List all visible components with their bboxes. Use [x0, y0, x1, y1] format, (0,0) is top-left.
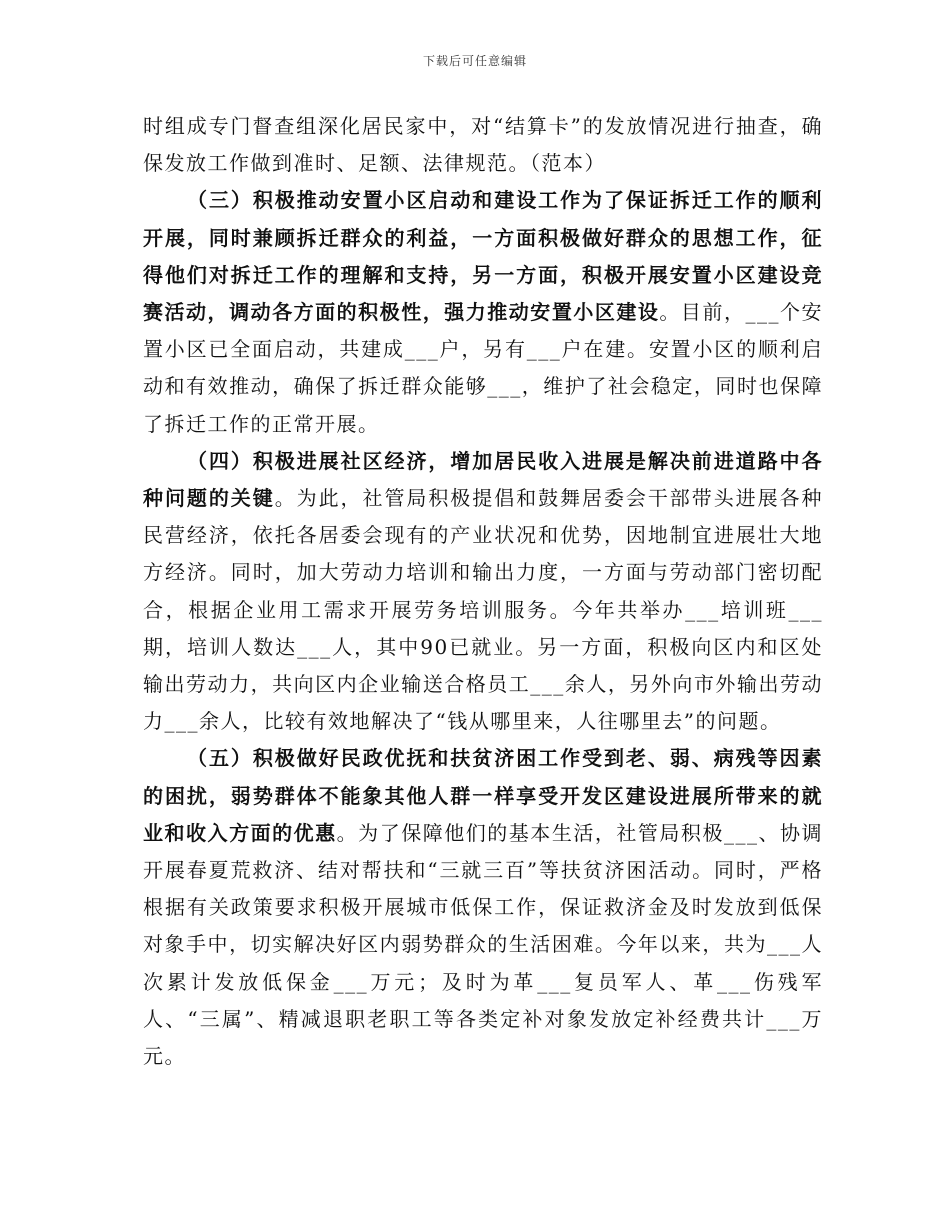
section-3-heading: （三）积极推动安置小区启动和建设工作为了保证拆迁工作的顺利开展，同时兼顾拆迁群众的利益，一方面积极做好群众的思想工作，征得他们对拆迁工作的理解和支持，另一方面，积极开展安置小区建设竞赛活动，调动各方面的积极性，强力推动安置小区建设 — [143, 188, 823, 325]
paragraph-continuation — [143, 108, 823, 182]
section-5-text: 。为了保障他们的基本生活，社管局积极___、协调开展春夏荒救济、结对帮扶和“三就三百”等扶贫济困活动。同时，严格根据有关政策要求积极开展城市低保工作，保证救济金及时发放到低保对象手中，切实解决好区内弱势群众的生活困难。今年以来，共为___人次累计发放低保金___万元；及时为革___复员军人、革___伤残军人、“三属”、精减退职老职工等各类定补对象发放定补经费共计___万元。 — [143, 820, 824, 1069]
paragraph-section-5 — [143, 740, 823, 1075]
header-note: 下载后可任意编辑 — [422, 54, 527, 68]
document-body — [143, 108, 823, 1075]
section-3-text: 。目前，___个安置小区已全面启动，共建成___户，另有___户在建。安置小区的顺利启动和有效推动，确保了拆迁群众能够___，维护了社会稳定，同时也保障了拆迁工作的正常开展。 — [143, 300, 824, 436]
paragraph-section-4 — [143, 443, 823, 741]
paragraph-section-3 — [143, 182, 823, 442]
section-5-heading: （五）积极做好民政优抚和扶贫济困工作受到老、弱、病残等因素的困扰，弱势群体不能象其他人群一样享受开发区建设进展所带来的就业和收入方面的优惠 — [143, 746, 823, 845]
section-4-text: 。为此，社管局积极提倡和鼓舞居委会干部带头进展各种民营经济，依托各居委会现有的产业状况和优势，因地制宜进展壮大地方经济。同时，加大劳动力培训和输出力度，一方面与劳动部门密切配合，根据企业用工需求开展劳务培训服务。今年共举办___培训班___期，培训人数达___人，其中90已就业。另一方面，积极向区内和区处输出劳动力，共向区内企业输送合格员工___余人，另外向市外输出劳动力___余人，比较有效地解决了“钱从哪里来，人往哪里去”的问题。 — [143, 486, 824, 734]
section-4-heading: （四）积极进展社区经济，增加居民收入进展是解决前进道路中各种问题的关键 — [143, 448, 823, 511]
paragraph-text: 时组成专门督查组深化居民家中，对“结算卡”的发放情况进行抽查，确保发放工作做到准时、足额、法律规范。（范本） — [143, 114, 823, 176]
